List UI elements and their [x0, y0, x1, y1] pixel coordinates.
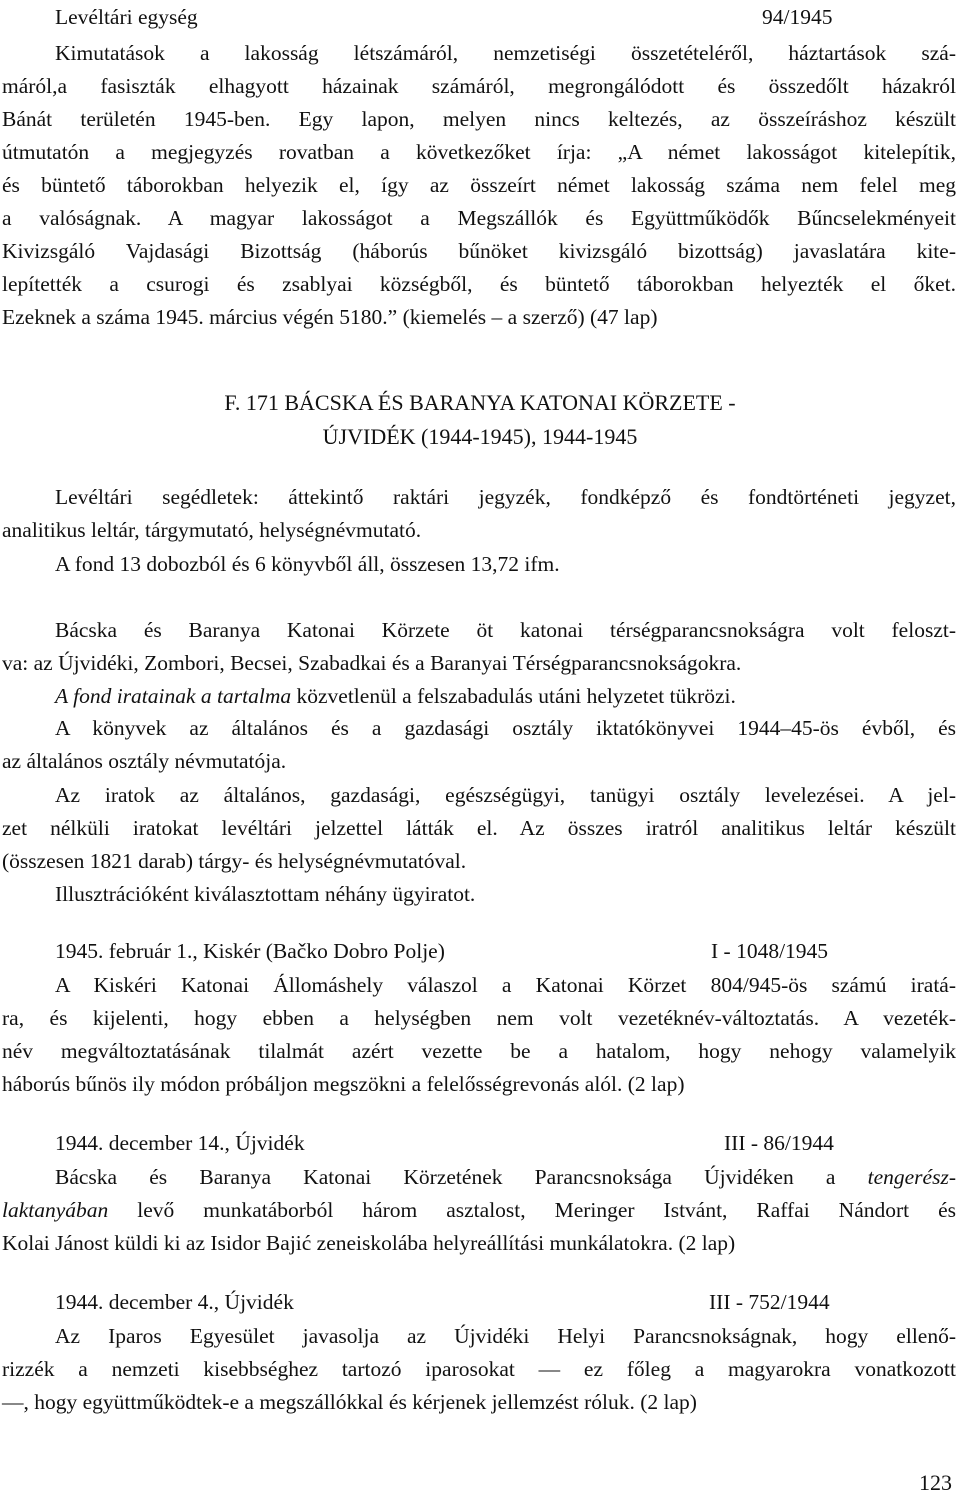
description-line: Bácska és Baranya Katonai Körzete öt katonai térségparancsnokságra volt feloszt-: [55, 618, 956, 642]
intro-line: útmutatón a megjegyzés rovatban a következőket írja: „A német lakosságot kitelepítik,: [2, 140, 956, 164]
entry-reference: III - 86/1944: [724, 1131, 834, 1155]
description-content-line: [55, 681, 956, 711]
intro-line: Kimutatások a lakosság létszámáról, nemzetiségi összetételéről, háztartások szá-: [55, 41, 956, 65]
description-line: az általános osztály névmutatója.: [2, 749, 287, 773]
description-text: közvetlenül a felszabadulás utáni helyzetet tükrözi.: [291, 684, 736, 708]
entry-date-place: 1945. február 1., Kiskér (Bačko Dobro Polje): [55, 939, 445, 963]
entry-text-line: név megváltoztatásának tilalmát azért vezette be a hatalom, hogy nehogy valamelyik: [2, 1039, 956, 1063]
entry-date-place: 1944. december 14., Újvidék: [55, 1131, 305, 1155]
entry-italic-text: tengerész-: [867, 1165, 956, 1189]
description-line: (összesen 1821 darab) tárgy- és helységnévmutatóval.: [2, 849, 467, 873]
intro-line: Kivizsgáló Vajdasági Bizottság (háborús bűnöket kivizsgáló bizottság) javaslatára kite-: [2, 239, 956, 263]
aids-line: analitikus leltár, tárgymutató, helységnévmutató.: [2, 518, 422, 542]
entry-text-line: háborús bűnös ily módon próbáljon megszökni a felelősségrevonás alól. (2 lap): [2, 1072, 685, 1096]
page-number: 123: [919, 1470, 952, 1495]
section-title-line2: ÚJVIDÉK (1944-1945), 1944-1945: [322, 424, 638, 449]
entry-text: levő munkatáborból három asztalost, Meringer Istvánt, Raffai Nándort és: [108, 1198, 956, 1222]
entry-text-line: Az Iparos Egyesület javasolja az Újvidéki Helyi Parancsnokságnak, hogy ellenő-: [55, 1324, 956, 1348]
intro-line: máról,a fasiszták elhagyott házainak számáról, megrongálódott és összedőlt házakról: [2, 74, 956, 98]
header-unit-label: Levéltári egység: [55, 5, 198, 29]
header-unit-number: 94/1945: [762, 5, 833, 29]
entry-text-line: [2, 1195, 956, 1225]
description-italic-phrase: A fond iratainak a tartalma: [55, 684, 292, 708]
description-line: zet nélküli iratokat levéltári jelzettel látták el. Az összes iratról analitikus leltár készült: [2, 816, 956, 840]
description-line: Az iratok az általános, gazdasági, egészségügyi, tanügyi osztály levelezései. A jel-: [55, 783, 956, 807]
entry-reference: I - 1048/1945: [711, 939, 829, 963]
intro-line: és büntető táborokban helyezik el, így az összeírt német lakosság száma nem felel meg: [2, 173, 956, 197]
fond-size-line: A fond 13 dobozból és 6 könyvből áll, összesen 13,72 ifm.: [55, 552, 560, 576]
entry-italic-text: laktanyában: [2, 1198, 109, 1222]
intro-line: Ezeknek a száma 1945. március végén 5180.” (kiemelés – a szerző) (47 lap): [2, 305, 658, 329]
aids-line: Levéltári segédletek: áttekintő raktári jegyzék, fondképző és fondtörténeti jegyzet,: [55, 485, 956, 509]
intro-line: lepítették a csurogi és zsablyai községből, és büntető táborokban helyezték el őket.: [2, 272, 956, 296]
entry-date-place: 1944. december 4., Újvidék: [55, 1290, 294, 1314]
entry-reference: III - 752/1944: [709, 1290, 830, 1314]
description-line: Illusztrációként kiválasztottam néhány ügyiratot.: [55, 882, 476, 906]
entry-text-line: —, hogy együttműködtek-e a megszállókkal és kérjenek jellemzést róluk. (2 lap): [2, 1390, 697, 1414]
intro-line: Bánát területén 1945-ben. Egy lapon, melyen nincs keltezés, az összeíráshoz készült: [2, 107, 956, 131]
description-line: va: az Újvidéki, Zombori, Becsei, Szabadkai és a Baranyai Térségparancsnokságokra.: [2, 651, 742, 675]
intro-line: a valóságnak. A magyar lakosságot a Megszállók és Együttműködők Bűncselekményeit: [2, 206, 956, 230]
description-line: A könyvek az általános és a gazdasági osztály iktatókönyvei 1944–45-ös évből, és: [55, 716, 956, 740]
entry-text-line: rizzék a nemzeti kisebbséghez tartozó iparosokat — ez főleg a magyarokra vonatkozott: [2, 1357, 956, 1381]
entry-text: Bácska és Baranya Katonai Körzetének Parancsnoksága Újvidéken a: [55, 1165, 868, 1189]
entry-text-line: ra, és kijelenti, hogy ebben a helységben nem volt vezetéknév-változtatás. A vezeték-: [2, 1006, 956, 1030]
section-title-line1: F. 171 BÁCSKA ÉS BARANYA KATONAI KÖRZETE -: [224, 390, 736, 415]
entry-text-line: [55, 1162, 956, 1192]
entry-text-line: Kolai Jánost küldi ki az Isidor Bajić zeneiskolába helyreállítási munkálatokra. (2 lap): [2, 1231, 736, 1255]
entry-text-line: A Kiskéri Katonai Állomáshely válaszol a Katonai Körzet 804/945-ös számú iratá-: [55, 973, 956, 997]
